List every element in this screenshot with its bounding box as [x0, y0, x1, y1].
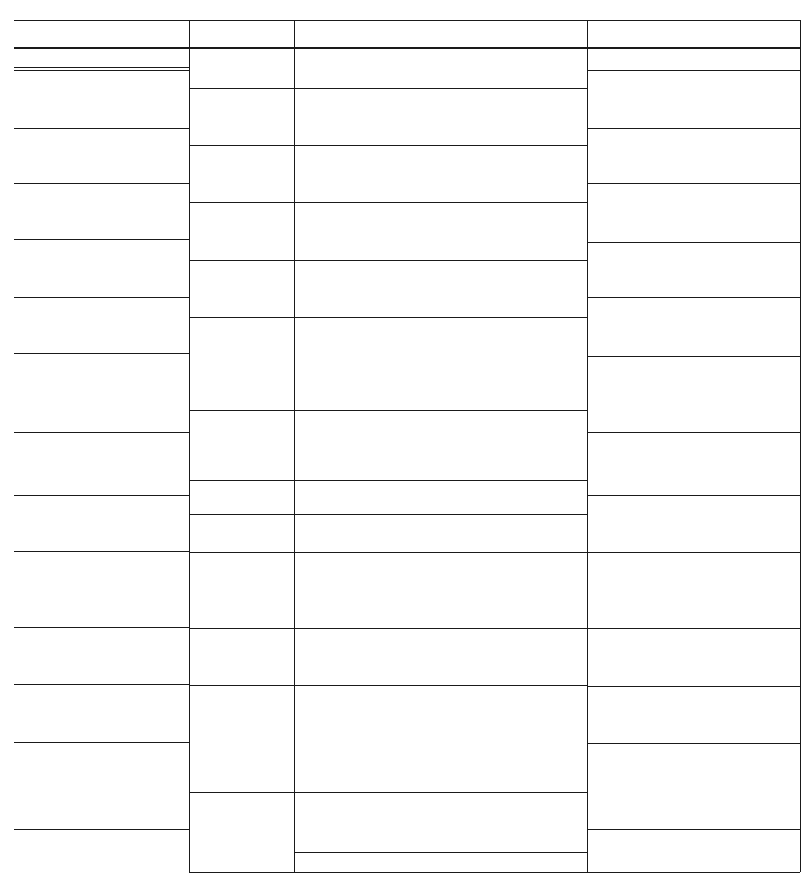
chapter-cell — [189, 88, 294, 145]
rule-line — [14, 684, 189, 685]
rule-line — [14, 47, 800, 49]
lab-cell — [587, 297, 800, 356]
rule-line — [294, 872, 587, 873]
chapter-cell — [189, 410, 294, 480]
topic-cell — [294, 322, 587, 388]
topic-cell — [294, 202, 587, 260]
lab-cell — [587, 128, 800, 183]
rule-line — [14, 70, 189, 71]
chapter-cell — [189, 745, 294, 792]
rule-line — [14, 353, 189, 354]
lab-cell — [587, 70, 800, 128]
lab-cell — [587, 242, 800, 297]
lab-cell — [587, 743, 800, 829]
topic-cell — [294, 88, 587, 145]
chapter-cell — [189, 145, 294, 202]
chapter-cell — [189, 792, 294, 872]
lab-cell — [587, 552, 800, 628]
lab-column-header — [587, 20, 800, 47]
chapter-cell — [189, 50, 294, 88]
rule-line — [587, 872, 800, 873]
chapter-cell — [189, 628, 294, 685]
topic-cell — [294, 266, 587, 292]
topic-cell — [294, 425, 587, 480]
rule-line — [14, 432, 189, 433]
chapter-column-header — [189, 20, 294, 47]
chapter-cell — [189, 317, 294, 410]
rule-line — [14, 239, 189, 240]
rule-line — [189, 872, 294, 873]
topic-cell — [294, 685, 587, 705]
lab-cell — [587, 628, 800, 686]
lab-cell — [587, 829, 800, 872]
rule-line — [14, 551, 189, 552]
topic-cell — [294, 145, 587, 202]
rule-line — [14, 128, 189, 129]
topic-cell — [294, 591, 587, 609]
chapter-cell — [189, 260, 294, 297]
rule-line — [14, 297, 189, 298]
topic-cell — [294, 514, 587, 552]
rule-line — [14, 20, 800, 21]
chapter-cell — [189, 202, 294, 260]
topic-cell — [294, 792, 587, 852]
rule-line — [14, 742, 189, 743]
lab-cell — [587, 495, 800, 552]
topic-cell — [294, 552, 587, 592]
topic-cell — [294, 480, 587, 514]
chapter-cell — [189, 685, 294, 745]
topic-cell — [294, 711, 587, 793]
chapter-cell — [189, 480, 294, 514]
topic-cell — [294, 297, 587, 317]
lab-cell — [587, 50, 800, 70]
chapter-cell — [189, 514, 294, 552]
rule-line — [14, 495, 189, 496]
lab-cell — [587, 686, 800, 743]
rule-line — [14, 183, 189, 184]
topic-cell — [294, 609, 587, 628]
chapter-cell — [189, 552, 294, 628]
column-divider — [800, 20, 801, 872]
lab-cell — [587, 356, 800, 432]
topic-column-header — [294, 20, 587, 47]
topic-cell — [294, 392, 587, 416]
topic-cell — [294, 628, 587, 685]
rule-line — [14, 829, 189, 830]
rule-line — [14, 67, 189, 68]
topic-cell — [294, 852, 587, 872]
lab-cell — [587, 432, 800, 495]
topic-cell — [294, 50, 587, 88]
rule-line — [14, 627, 189, 628]
lab-cell — [587, 183, 800, 242]
